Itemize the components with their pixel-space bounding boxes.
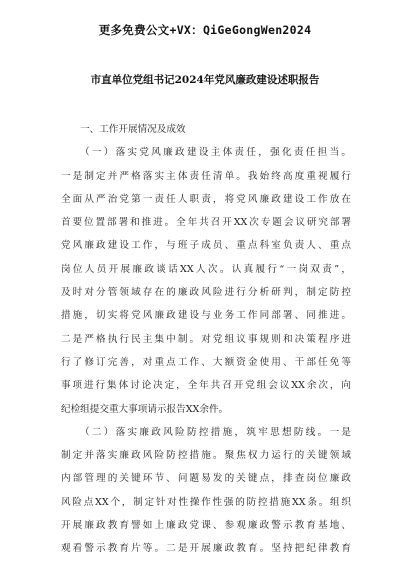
body-line: 措施，切实将党风廉政建设与业务工作同部署、同推进。 xyxy=(61,310,351,322)
body-line: 及时对分管领域存在的廉政风险进行分析研判，制定防控 xyxy=(61,287,351,299)
body-line: 一、工作开展情况及成效 xyxy=(80,124,186,135)
body-line: 内部管理的关键环节、问题易发的关键点，排查岗位廉政 xyxy=(61,473,351,485)
body-line: 开展廉政教育譬如上廉政党课、参观廉政警示教育基地、 xyxy=(61,520,351,532)
body-line: 二是严格执行民主集中制。对党组议事规则和决策程序进 xyxy=(61,333,351,345)
body-line: 首要位置部署和推进。全年共召开XX次专题会议研究部署 xyxy=(61,217,351,229)
document-body xyxy=(61,118,351,561)
promo-header: 更多免费公文+VX：QiGeGongWen2024 xyxy=(98,23,312,37)
body-line: 事项进行集体讨论决定，全年共召开党组会议XX余次，向 xyxy=(61,380,351,392)
body-line: （一）落实党风廉政建设主体责任，强化责任担当。 xyxy=(80,147,351,159)
body-line: 一是制定并严格落实主体责任清单。我始终高度重视履行 xyxy=(61,170,351,182)
body-line: 观看警示教育片等。二是开展廉政教育。坚持把纪律教育 xyxy=(61,543,351,555)
body-line: 制定并落实廉政风险防控措施。聚焦权力运行的关键领域 xyxy=(61,450,351,462)
body-line: 全面从严治党第一责任人职责，将党风廉政建设工作放在 xyxy=(61,193,351,205)
body-line: 岗位人员开展廉政谈话XX人次。认真履行“一岗双责”， xyxy=(61,263,351,275)
body-line: （二）落实廉政风险防控措施，筑牢思想防线。一是 xyxy=(80,426,351,438)
body-line: 风险点XX个，制定针对性操作性强的防控措施XX条。组织 xyxy=(61,496,351,508)
document-title: 市直单位党组书记2024年党风廉政建设述职报告 xyxy=(90,74,320,86)
body-line: 党风廉政建设工作，与班子成员、重点科室负责人、重点 xyxy=(61,240,351,252)
body-line: 行了修订完善，对重点工作、大额资金使用、干部任免等 xyxy=(61,356,351,368)
body-line: 纪检组提交重大事项请示报告XX余件。 xyxy=(61,403,229,415)
